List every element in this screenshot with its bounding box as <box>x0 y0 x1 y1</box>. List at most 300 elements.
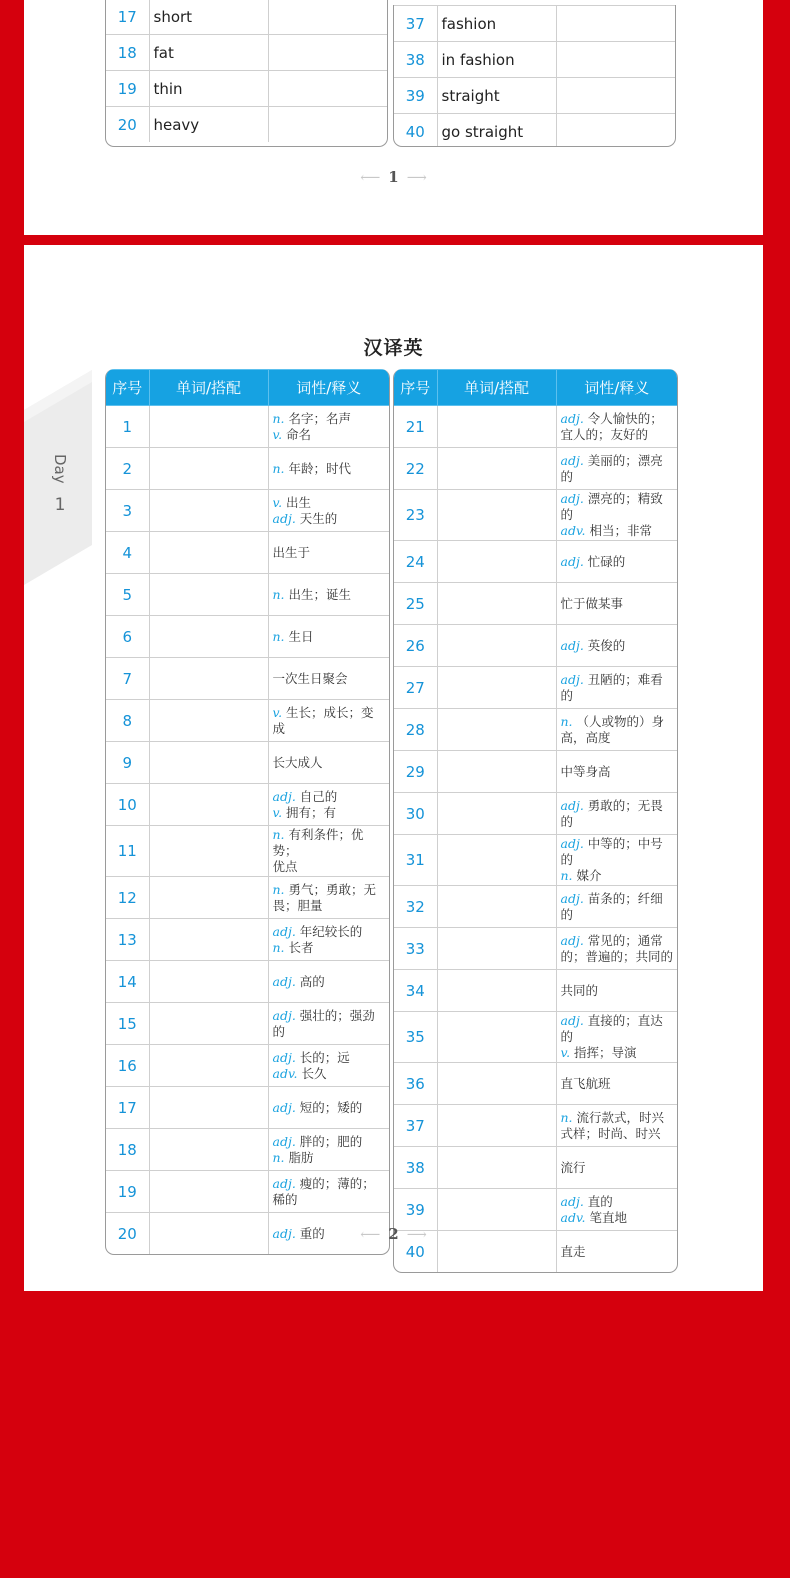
row-number: 32 <box>394 886 437 928</box>
definition-cell <box>556 970 677 1012</box>
meaning: 天生的 <box>299 510 338 526</box>
definition-line <box>273 411 387 427</box>
blank-answer-cell <box>149 448 268 490</box>
meaning: 稀的 <box>272 1191 298 1207</box>
meaning: 丑陋的；难看的 <box>560 671 663 703</box>
definition-cell <box>268 448 389 490</box>
definition-cell <box>556 1147 677 1189</box>
word-cell: go straight <box>437 114 556 148</box>
table-body <box>106 0 387 142</box>
definition-cell <box>268 784 389 826</box>
table-row <box>106 71 387 107</box>
definition-cell <box>556 541 677 583</box>
meaning: 勇敢的；无畏的 <box>560 797 663 829</box>
definition-cell <box>556 406 677 448</box>
row-number: 1 <box>106 406 149 448</box>
definition-cell <box>556 583 677 625</box>
definition-line <box>561 1076 675 1092</box>
table-row <box>394 490 677 541</box>
definition-cell <box>268 1171 389 1213</box>
word-cell: heavy <box>149 107 268 143</box>
meaning: 名字；名声 <box>288 410 352 426</box>
table-row <box>106 1129 389 1171</box>
definition-line <box>273 882 387 898</box>
part-of-speech: n. <box>560 1109 573 1125</box>
definition-cell <box>556 625 677 667</box>
meaning: 生日 <box>288 628 314 644</box>
definition-line <box>561 554 675 570</box>
pagination <box>24 1225 763 1243</box>
part-of-speech: n. <box>272 1149 285 1165</box>
blank-answer-cell <box>268 35 387 71</box>
meaning: 常见的；通常 <box>587 932 663 948</box>
row-number: 10 <box>106 784 149 826</box>
part-of-speech: adj. <box>272 1225 296 1241</box>
definition-line <box>273 1066 387 1082</box>
row-number: 6 <box>106 616 149 658</box>
part-of-speech: adj. <box>560 553 584 569</box>
table-row <box>394 406 677 448</box>
table-row <box>106 658 389 700</box>
part-of-speech: v. <box>272 804 283 820</box>
table-row <box>106 919 389 961</box>
definition-cell <box>268 961 389 1003</box>
row-number: 12 <box>106 877 149 919</box>
definition-line <box>561 638 675 654</box>
table-body <box>394 369 677 1272</box>
part-of-speech: n. <box>272 460 285 476</box>
meaning: 长大成人 <box>272 754 323 770</box>
part-of-speech: adj. <box>560 410 584 426</box>
table-row <box>106 490 389 532</box>
row-number: 25 <box>394 583 437 625</box>
table-row <box>394 583 677 625</box>
meaning: 相当；非常 <box>589 523 653 538</box>
definition-line <box>273 511 387 527</box>
definition-line <box>273 671 387 687</box>
row-number: 14 <box>106 961 149 1003</box>
definition-line <box>561 1244 675 1260</box>
part-of-speech: n. <box>560 713 573 729</box>
row-number: 8 <box>106 700 149 742</box>
meaning: 自己的 <box>299 788 338 804</box>
table-row <box>394 1063 677 1105</box>
definition-cell <box>268 1003 389 1045</box>
meaning: 漂亮的；精致的 <box>560 491 663 522</box>
page-number: 1 <box>388 168 399 186</box>
day-text: Day <box>51 454 69 484</box>
blank-answer-cell <box>556 114 675 148</box>
blank-answer-cell <box>437 970 556 1012</box>
definition-cell <box>268 490 389 532</box>
row-number: 31 <box>394 835 437 886</box>
part-of-speech: adj. <box>560 836 584 851</box>
definition-cell <box>556 1063 677 1105</box>
row-number: 34 <box>394 970 437 1012</box>
table-row <box>394 1105 677 1147</box>
definition-cell <box>556 1012 677 1063</box>
definition-line <box>273 495 387 511</box>
table-row <box>394 793 677 835</box>
page-1 <box>24 0 763 235</box>
right-arrow-icon: ⟶ <box>406 170 427 186</box>
word-cell: thin <box>149 71 268 107</box>
table-row <box>394 448 677 490</box>
meaning: 出生于 <box>272 544 311 560</box>
translation-table-left <box>105 369 390 1255</box>
meaning: 的；普遍的；共同的 <box>560 948 674 964</box>
blank-answer-cell <box>437 1105 556 1147</box>
blank-answer-cell <box>268 71 387 107</box>
blank-answer-cell <box>437 406 556 448</box>
header-number: 序号 <box>394 370 437 406</box>
header-word: 单词/搭配 <box>149 370 268 406</box>
header-definition: 词性/释义 <box>556 370 677 406</box>
row-number: 4 <box>106 532 149 574</box>
definition-cell <box>556 793 677 835</box>
header-definition: 词性/释义 <box>268 370 389 406</box>
vocab-table-left <box>105 0 388 147</box>
table-row <box>394 709 677 751</box>
meaning: 出生；诞生 <box>288 586 352 602</box>
meaning: 高，高度 <box>560 729 611 745</box>
row-number: 7 <box>106 658 149 700</box>
blank-answer-cell <box>149 1045 268 1087</box>
table-row <box>106 616 389 658</box>
part-of-speech: n. <box>272 881 285 897</box>
part-of-speech: v. <box>560 1045 571 1060</box>
row-number: 24 <box>394 541 437 583</box>
blank-answer-cell <box>437 448 556 490</box>
blank-answer-cell <box>268 0 387 35</box>
table-row <box>394 114 675 148</box>
row-number: 38 <box>394 42 437 78</box>
definition-cell <box>268 826 389 877</box>
table-row <box>106 107 387 143</box>
part-of-speech: adj. <box>560 452 584 468</box>
definition-line <box>273 827 387 859</box>
row-number: 37 <box>394 1105 437 1147</box>
row-number: 35 <box>394 1012 437 1063</box>
row-number: 15 <box>106 1003 149 1045</box>
part-of-speech: adj. <box>272 1175 296 1191</box>
table-row <box>106 532 389 574</box>
part-of-speech: v. <box>272 494 283 510</box>
meaning: 高的 <box>299 973 325 989</box>
row-number: 30 <box>394 793 437 835</box>
meaning: 瘦的；薄的； <box>299 1175 375 1191</box>
definition-line <box>561 836 675 868</box>
blank-answer-cell <box>149 1171 268 1213</box>
row-number: 39 <box>394 78 437 114</box>
definition-line <box>273 1176 387 1192</box>
meaning: 年纪较长的 <box>299 923 363 939</box>
part-of-speech: v. <box>272 426 283 442</box>
part-of-speech: adj. <box>272 788 296 804</box>
part-of-speech: adj. <box>560 637 584 653</box>
definition-cell <box>556 886 677 928</box>
table-row <box>394 78 675 114</box>
table-row <box>106 574 389 616</box>
definition-cell <box>268 658 389 700</box>
meaning: 流行款式，时兴 <box>576 1109 665 1125</box>
definition-cell <box>268 1087 389 1129</box>
blank-answer-cell <box>149 1087 268 1129</box>
header-number: 序号 <box>106 370 149 406</box>
table-row <box>106 961 389 1003</box>
left-arrow-icon: ⟵ <box>360 170 381 186</box>
blank-answer-cell <box>437 1012 556 1063</box>
table-row <box>106 877 389 919</box>
meaning: 式样；时尚、时兴 <box>560 1125 661 1141</box>
table-row <box>106 742 389 784</box>
definition-line <box>561 714 675 730</box>
table-row <box>106 826 389 877</box>
meaning: 令人愉快的； <box>587 410 663 426</box>
meaning: 短的；矮的 <box>299 1099 363 1115</box>
meaning: 共同的 <box>560 982 599 998</box>
row-number: 28 <box>394 709 437 751</box>
definition-line <box>273 1008 387 1040</box>
table-row <box>106 1171 389 1213</box>
blank-answer-cell <box>437 835 556 886</box>
definition-line <box>273 629 387 645</box>
meaning: 中等身高 <box>560 763 611 779</box>
part-of-speech: n. <box>272 586 285 602</box>
definition-line <box>273 805 387 821</box>
section-title: 汉译英 <box>363 337 424 359</box>
blank-answer-cell <box>149 1003 268 1045</box>
meaning: 有利条件；优势； <box>272 827 364 858</box>
row-number: 23 <box>394 490 437 541</box>
blank-answer-cell <box>437 583 556 625</box>
definition-line <box>273 924 387 940</box>
meaning: 重的 <box>299 1225 325 1241</box>
meaning: 畏；胆量 <box>272 897 323 913</box>
definition-line <box>273 1134 387 1150</box>
meaning: （人或物的）身 <box>576 713 665 729</box>
row-number: 21 <box>394 406 437 448</box>
table-row <box>106 406 389 448</box>
table-row <box>394 886 677 928</box>
definition-line <box>273 755 387 771</box>
meaning: 命名 <box>286 426 312 442</box>
part-of-speech: adv. <box>560 523 586 538</box>
table-row <box>394 541 677 583</box>
blank-answer-cell <box>437 1147 556 1189</box>
meaning: 年龄；时代 <box>288 460 352 476</box>
meaning: 媒介 <box>576 868 602 883</box>
definition-line <box>561 491 675 523</box>
blank-answer-cell <box>149 877 268 919</box>
table-row <box>394 928 677 970</box>
blank-answer-cell <box>556 78 675 114</box>
blank-answer-cell <box>149 1129 268 1171</box>
word-cell: straight <box>437 78 556 114</box>
left-arrow-icon: ⟵ <box>360 1227 381 1243</box>
definition-line <box>273 940 387 956</box>
table-row <box>394 970 677 1012</box>
definition-cell <box>268 1045 389 1087</box>
definition-cell <box>268 919 389 961</box>
row-number: 2 <box>106 448 149 490</box>
part-of-speech: adj. <box>272 1007 296 1023</box>
definition-line <box>273 859 387 875</box>
day-number: 1 <box>54 495 66 515</box>
row-number: 9 <box>106 742 149 784</box>
blank-answer-cell <box>149 532 268 574</box>
row-number: 13 <box>106 919 149 961</box>
part-of-speech: adj. <box>560 932 584 948</box>
blank-answer-cell <box>149 919 268 961</box>
translation-table-right <box>393 369 678 1273</box>
meaning: 拥有；有 <box>286 804 337 820</box>
definition-line <box>273 587 387 603</box>
definition-line <box>273 1050 387 1066</box>
blank-answer-cell <box>437 1063 556 1105</box>
meaning: 流行 <box>560 1159 586 1175</box>
blank-answer-cell <box>437 751 556 793</box>
part-of-speech: n. <box>560 868 573 883</box>
meaning: 一次生日聚会 <box>272 670 348 686</box>
row-number: 19 <box>106 71 149 107</box>
part-of-speech: adj. <box>560 491 584 506</box>
definition-cell <box>268 406 389 448</box>
word-cell: in fashion <box>437 42 556 78</box>
meaning: 美丽的；漂亮的 <box>560 452 663 484</box>
row-number: 22 <box>394 448 437 490</box>
definition-cell <box>556 490 677 541</box>
blank-answer-cell <box>437 928 556 970</box>
meaning: 长者 <box>288 939 314 955</box>
definition-line <box>561 596 675 612</box>
part-of-speech: adj. <box>272 923 296 939</box>
table-row <box>394 6 675 42</box>
definition-cell <box>556 1105 677 1147</box>
part-of-speech: n. <box>272 827 285 842</box>
blank-answer-cell <box>149 658 268 700</box>
meaning: 勇气；勇敢；无 <box>288 881 377 897</box>
definition-line <box>561 891 675 923</box>
definition-cell <box>268 700 389 742</box>
definition-cell <box>268 1129 389 1171</box>
definition-line <box>273 427 387 443</box>
row-number: 36 <box>394 1063 437 1105</box>
table-row <box>394 42 675 78</box>
part-of-speech: adj. <box>560 890 584 906</box>
row-number: 11 <box>106 826 149 877</box>
meaning: 直接的；直达的 <box>560 1013 663 1044</box>
right-arrow-icon: ⟶ <box>406 1227 427 1243</box>
row-number: 38 <box>394 1147 437 1189</box>
definition-line <box>561 1194 675 1210</box>
blank-answer-cell <box>149 490 268 532</box>
row-number: 20 <box>106 1213 149 1255</box>
blank-answer-cell <box>437 793 556 835</box>
blank-answer-cell <box>149 961 268 1003</box>
part-of-speech: adv. <box>272 1065 298 1081</box>
definition-line <box>561 1110 675 1126</box>
meaning: 中等的；中号的 <box>560 836 663 867</box>
table-row <box>394 625 677 667</box>
blank-answer-cell <box>149 742 268 784</box>
definition-line <box>561 764 675 780</box>
blank-answer-cell <box>437 709 556 751</box>
definition-cell <box>556 667 677 709</box>
definition-line <box>273 974 387 990</box>
header-word: 单词/搭配 <box>437 370 556 406</box>
blank-answer-cell <box>437 490 556 541</box>
definition-line <box>561 949 675 965</box>
row-number: 20 <box>106 107 149 143</box>
meaning: 强壮的；强劲的 <box>272 1007 375 1039</box>
definition-line <box>273 789 387 805</box>
table-row <box>106 448 389 490</box>
meaning: 直走 <box>560 1243 586 1259</box>
row-number: 26 <box>394 625 437 667</box>
meaning: 直的 <box>587 1193 613 1209</box>
row-number: 17 <box>106 0 149 35</box>
part-of-speech: n. <box>272 939 285 955</box>
part-of-speech: adj. <box>560 1013 584 1028</box>
blank-answer-cell <box>437 625 556 667</box>
blank-answer-cell <box>437 886 556 928</box>
definition-line <box>561 1013 675 1045</box>
part-of-speech: adj. <box>272 1099 296 1115</box>
definition-line <box>561 868 675 884</box>
meaning: 优点 <box>272 859 298 874</box>
definition-cell <box>556 751 677 793</box>
definition-line <box>273 1100 387 1116</box>
definition-line <box>561 427 675 443</box>
blank-answer-cell <box>268 107 387 143</box>
blank-answer-cell <box>149 826 268 877</box>
meaning: 出生 <box>286 494 312 510</box>
blank-answer-cell <box>556 6 675 42</box>
table-row <box>394 751 677 793</box>
blank-answer-cell <box>149 784 268 826</box>
definition-line <box>273 461 387 477</box>
meaning: 笔直地 <box>589 1209 628 1225</box>
row-number: 37 <box>394 6 437 42</box>
part-of-speech: v. <box>272 704 283 720</box>
definition-cell <box>556 928 677 970</box>
table-row <box>106 700 389 742</box>
definition-line <box>561 1160 675 1176</box>
definition-line <box>561 1126 675 1142</box>
row-number: 19 <box>106 1171 149 1213</box>
blank-answer-cell <box>149 406 268 448</box>
definition-line <box>273 898 387 914</box>
definition-cell <box>556 709 677 751</box>
meaning: 忙于做某事 <box>560 595 624 611</box>
meaning: 长久 <box>301 1065 327 1081</box>
table-row <box>394 1012 677 1063</box>
meaning: 胖的；肥的 <box>299 1133 363 1149</box>
table-row <box>394 1147 677 1189</box>
part-of-speech: adj. <box>560 797 584 813</box>
meaning: 长的；远 <box>299 1049 350 1065</box>
part-of-speech: adv. <box>560 1209 586 1225</box>
blank-answer-cell <box>437 667 556 709</box>
definition-line <box>561 983 675 999</box>
part-of-speech: adj. <box>560 1193 584 1209</box>
part-of-speech: n. <box>272 628 285 644</box>
definition-cell <box>268 742 389 784</box>
row-number: 3 <box>106 490 149 532</box>
definition-line <box>273 545 387 561</box>
word-cell: fashion <box>437 6 556 42</box>
